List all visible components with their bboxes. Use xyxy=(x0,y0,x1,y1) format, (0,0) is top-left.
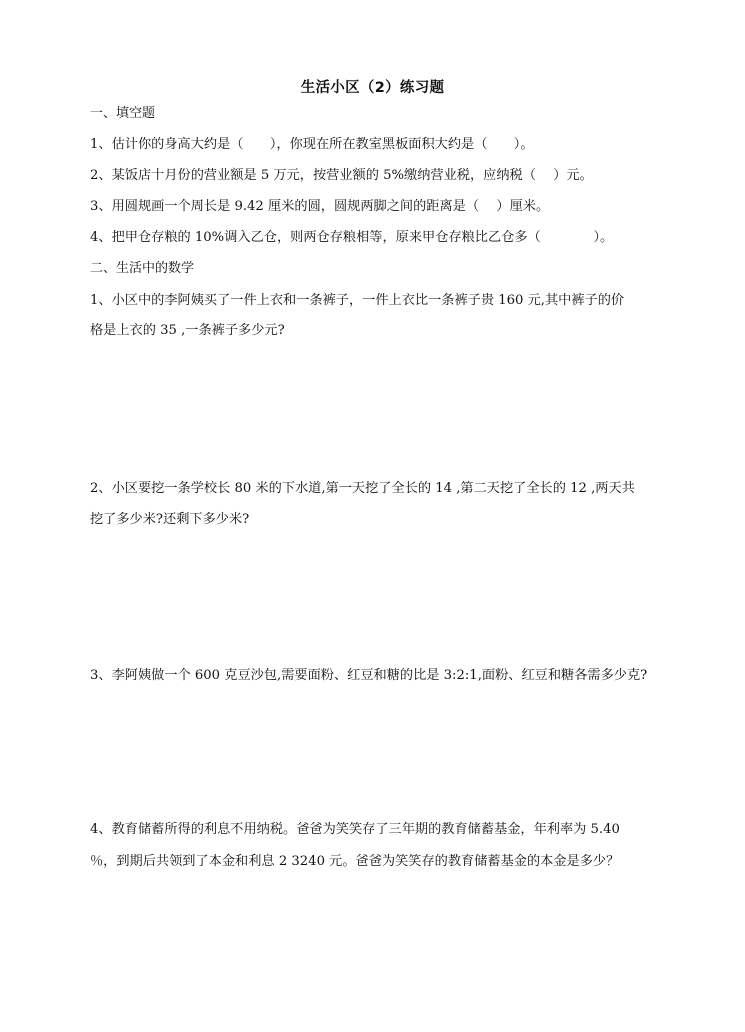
fill-blank-question-3: 3、用圆规画一个周长是 9.42 厘米的圆，圆规两脚之间的距离是（ ）厘米。 xyxy=(90,199,550,214)
word-problem-2-line-1: 2、小区要挖一条学校长 80 米的下水道,第一天挖了全长的 14 ,第二天挖了全长的 12 ,两天共 xyxy=(90,481,635,496)
word-problem-1-line-1: 1、小区中的李阿姨买了一件上衣和一条裤子，一件上衣比一条裤子贵 160 元,其中裤子的价 xyxy=(90,293,625,308)
fill-blank-question-1: 1、估计你的身高大约是（ ），你现在所在教室黑板面积大约是（ ）。 xyxy=(90,137,534,152)
page-title: 生活小区（2）练习题 xyxy=(300,80,445,96)
fill-blank-question-2: 2、某饭店十月份的营业额是 5 万元，按营业额的 5%缴纳营业税，应纳税（ ）元。 xyxy=(90,168,593,183)
word-problem-2-line-2: 挖了多少米?还剩下多少米? xyxy=(90,512,250,527)
word-problem-1-line-2: 格是上衣的 35 ,一条裤子多少元? xyxy=(90,323,285,338)
word-problem-4-line-2: ％，到期后共领到了本金和利息 2 3240 元。爸爸为笑笑存的教育储蓄基金的本金是多少？ xyxy=(90,854,620,869)
section-heading-fill-blank: 一、填空题 xyxy=(90,106,156,121)
fill-blank-question-4: 4、把甲仓存粮的 10%调入乙仓，则两仓存粮相等，原来甲仓存粮比乙仓多（ ）。 xyxy=(90,230,614,245)
word-problem-3: 3、李阿姨做一个 600 克豆沙包,需要面粉、红豆和糖的比是 3:2:1,面粉、红豆和糖各需多少克? xyxy=(90,668,648,683)
section-heading-life-math: 二、生活中的数学 xyxy=(90,261,195,276)
word-problem-4-line-1: 4、教育储蓄所得的利息不用纳税。爸爸为笑笑存了三年期的教育储蓄基金，年利率为 5.40 xyxy=(90,822,620,837)
